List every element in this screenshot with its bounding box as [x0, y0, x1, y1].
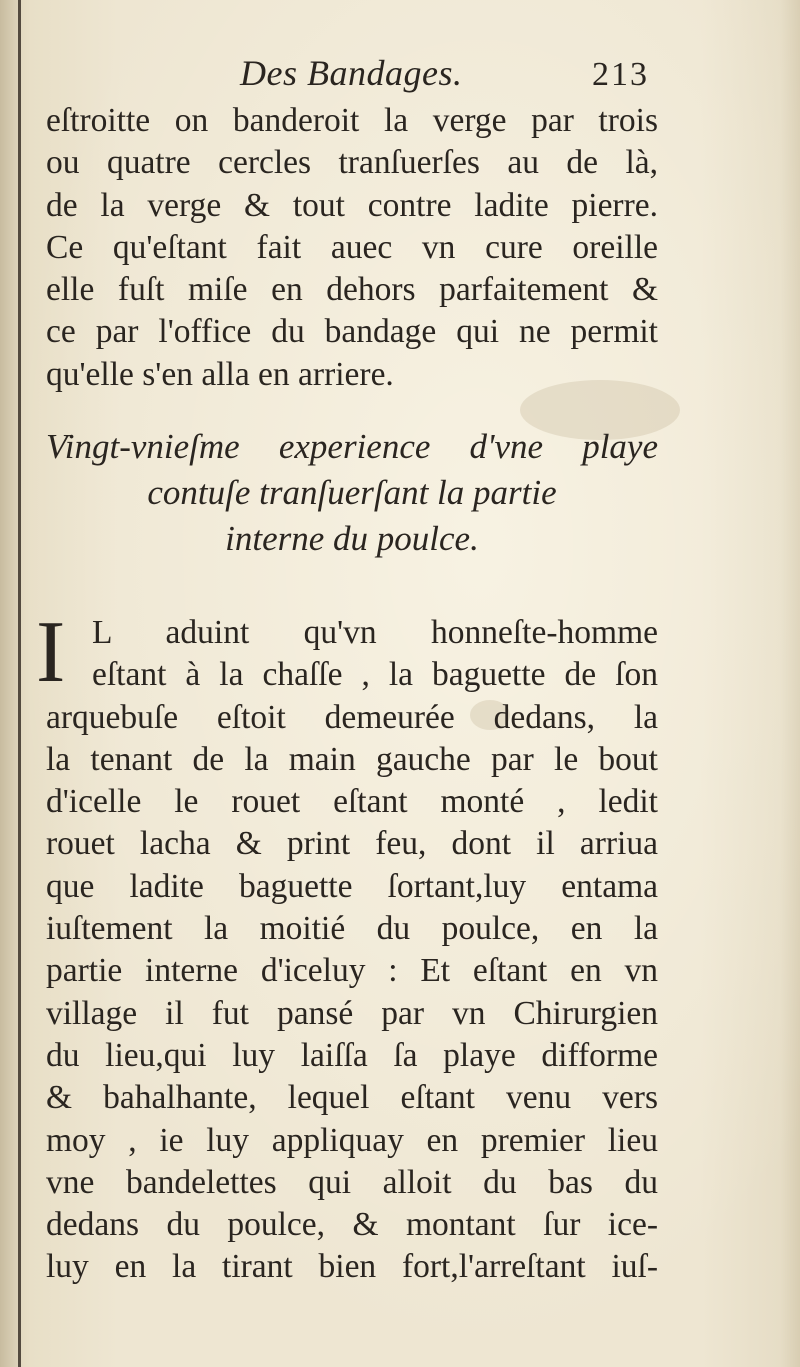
page-gutter — [0, 0, 18, 1367]
binding-edge — [18, 0, 21, 1367]
text-line: ou quatre cercles tranſuerſes au de là, — [46, 144, 658, 182]
text-line: iuſtement la moitié du poulce, en la — [46, 910, 658, 948]
running-head: Des Bandages. — [240, 53, 463, 93]
text-line: d'icelle le rouet eſtant monté , ledit — [46, 783, 658, 821]
text-line: village il fut pansé par vn Chirurgien — [46, 994, 658, 1032]
text-line: arquebuſe eſtoit demeurée dedans, la — [46, 698, 658, 736]
text-line: qu'elle s'en alla en arriere. — [46, 355, 394, 393]
text-line: luy en la tirant bien fort,l'arreſtant iuſ- — [46, 1248, 658, 1286]
text-line: vne bandelettes qui alloit du bas du — [46, 1163, 658, 1201]
text-line: eſtant à la chaſſe , la baguette de ſon — [92, 656, 658, 694]
text-line: L aduint qu'vn honneſte-homme — [92, 614, 658, 651]
heading-line: contuſe tranſuerſant la partie — [147, 473, 557, 512]
section-heading — [46, 424, 658, 562]
body-paragraph — [46, 612, 658, 1289]
text-line: du lieu,qui luy laiſſa ſa playe difforme — [46, 1036, 658, 1074]
text-line: la tenant de la main gauche par le bout — [46, 740, 658, 778]
text-line: Ce qu'eſtant fait auec vn cure oreille — [46, 228, 658, 266]
text-line: dedans du poulce, & montant ſur ice- — [46, 1206, 658, 1244]
text-line: que ladite baguette ſortant,luy entama — [46, 867, 658, 905]
text-line: & bahalhante, lequel eſtant venu vers — [46, 1079, 658, 1117]
continuation-paragraph — [46, 100, 658, 396]
text-line: elle fuſt miſe en dehors parfaitement & — [46, 271, 658, 309]
heading-line: interne du poulce. — [225, 519, 479, 558]
text-line: moy , ie luy appliquay en premier lieu — [46, 1121, 658, 1159]
text-line: de la verge & tout contre ladite pierre. — [46, 186, 658, 224]
page-number: 213 — [592, 56, 649, 93]
text-line: eſtroitte on banderoit la verge par trois — [46, 102, 658, 139]
text-line: rouet lacha & print feu, dont il arriua — [46, 825, 658, 863]
text-line: partie interne d'iceluy : Et eſtant en vn — [46, 952, 658, 990]
heading-line: Vingt-vnieſme experience d'vne playe — [46, 427, 658, 466]
drop-cap: I — [36, 604, 66, 701]
text-line: ce par l'office du bandage qui ne permit — [46, 313, 658, 351]
